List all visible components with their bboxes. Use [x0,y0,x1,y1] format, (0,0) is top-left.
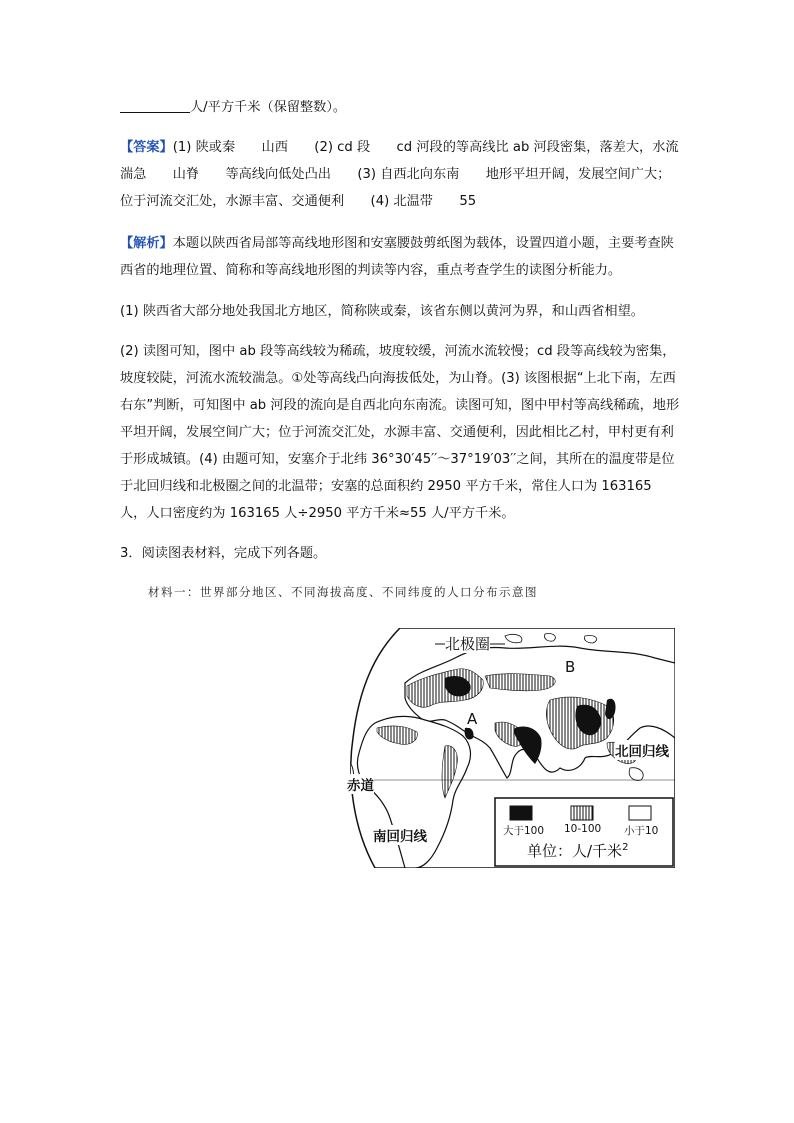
fill-in-tail: 人/平方千米（保留整数）。 [190,100,347,115]
legend-swatch-medium [571,806,593,820]
explanation-part-1: (1) 陕西省大部分地处我国北方地区，简称陕或秦，该省东侧以黄河为界，和山西省相望。 [120,304,644,319]
legend-label-high: 大于100 [503,825,545,837]
material-caption: 材料一：世界部分地区、不同海拔高度、不同纬度的人口分布示意图 [148,585,538,599]
explanation-part-2: (2) 读图可知，图中 ab 段等高线较为稀疏，坡度较缓，河流水流较慢；cd 段等高线较为密集，坡度较陡，河流水流较湍急。①处等高线凸向海拔低处，为山脊。(3) 该图根据“上北下南，左西右东”判断，可知图中 ab 河段的流向是自西北向东南流。读图可知，图中甲村等高线稀疏，地形平坦开阔，发展空间广大；位于河流交汇处，水源丰富、交通便利，因此相比乙村，甲村更有利于形成城镇。(4) 由题可知，安塞介于北纬 36°30′45′′～37°19′03′′之间，其所在的温度带是位于北回归线和北极圈之间的北温带；安塞的总面积约 2950 平方千米，常住人口为 163165 人，人口密度约为 163165 人÷2950 平方千米≈55 人/平方千米。 [120,344,680,521]
population-map [345,628,675,868]
legend-unit-text: 单位：人/千米 [527,842,623,860]
legend-unit [527,840,628,861]
legend-swatch-high [510,806,532,820]
analysis-tag: 【解析】 [120,236,173,251]
label-tropic-of-capricorn: 南回归线 [373,825,427,845]
answer-tag: 【答案】 [120,140,173,155]
answer-text: (1) 陕或秦 山西 (2) cd 段 cd 河段的等高线比 ab 河段密集，落差大，水流湍急 山脊 等高线向低处凸出 (3) 自西北向东南 地形平坦开阔，发展空间广大；位于河流交汇处，水源丰富、交通便利 (4) 北温带 55 [120,140,679,209]
label-point-b: B [565,658,576,676]
fill-in-line [120,94,680,121]
question-3-stem: 3．阅读图表材料，完成下列各题。 [120,546,327,561]
label-point-a: A [467,710,478,728]
legend-label-medium: 10-100 [564,823,602,835]
analysis-paragraph [120,230,680,284]
answer-paragraph [120,134,680,215]
label-tropic-of-cancer: 北回归线 [615,740,669,760]
answer-blank [120,98,190,113]
analysis-text: 本题以陕西省局部等高线地形图和安塞腰鼓剪纸图为载体，设置四道小题，主要考查陕西省的地理位置、简称和等高线地形图的判读等内容，重点考查学生的读图分析能力。 [120,236,674,278]
legend-label-low: 小于10 [624,825,659,837]
legend-unit-sup: 2 [622,842,629,853]
label-arctic-circle: 北极圈 [445,635,491,653]
legend-swatch-low [629,806,651,820]
label-equator: 赤道 [347,774,374,794]
russia-medium-density [485,674,555,691]
